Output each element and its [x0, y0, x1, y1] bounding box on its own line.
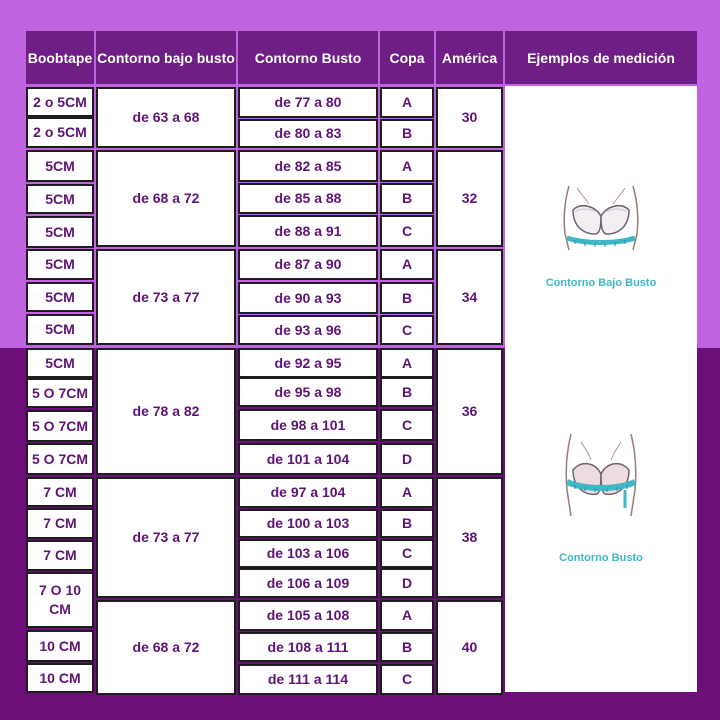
header-america: América — [436, 31, 503, 84]
america-cell: 40 — [436, 600, 503, 695]
copa-cell: C — [380, 539, 434, 568]
busto-cell: de 93 a 96 — [238, 315, 378, 345]
bajo-busto-cell: de 63 a 68 — [96, 87, 236, 148]
copa-cell: A — [380, 150, 434, 182]
america-cell: 32 — [436, 150, 503, 247]
underbust-illustration — [505, 182, 697, 258]
boobtape-cell: 2 o 5CM — [26, 87, 94, 117]
copa-cell: B — [380, 632, 434, 662]
boobtape-cell: 5 O 7CM — [26, 378, 94, 408]
busto-cell: de 90 a 93 — [238, 282, 378, 314]
copa-cell: A — [380, 87, 434, 118]
busto-cell: de 92 a 95 — [238, 348, 378, 378]
boobtape-cell: 5 O 7CM — [26, 443, 94, 475]
busto-cell: de 98 a 101 — [238, 409, 378, 441]
bajo-busto-cell: de 73 a 77 — [96, 477, 236, 598]
copa-cell: A — [380, 348, 434, 378]
boobtape-cell: 5 O 7CM — [26, 410, 94, 442]
boobtape-cell: 7 CM — [26, 508, 94, 539]
copa-cell: D — [380, 443, 434, 475]
busto-cell: de 100 a 103 — [238, 509, 378, 538]
busto-cell: de 105 a 108 — [238, 600, 378, 631]
copa-cell: B — [380, 119, 434, 148]
busto-cell: de 101 a 104 — [238, 443, 378, 475]
boobtape-cell: 5CM — [26, 249, 94, 280]
copa-cell: B — [380, 183, 434, 214]
bajo-busto-cell: de 68 a 72 — [96, 150, 236, 247]
bajo-busto-cell: de 73 a 77 — [96, 249, 236, 345]
header-boobtape: Boobtape — [26, 31, 94, 84]
boobtape-cell: 5CM — [26, 348, 94, 378]
measurement-examples-panel — [505, 86, 697, 692]
bust-diagram-icon — [555, 430, 647, 522]
copa-cell: C — [380, 315, 434, 345]
boobtape-cell: 5CM — [26, 150, 94, 182]
boobtape-cell: 5CM — [26, 216, 94, 248]
copa-cell: A — [380, 249, 434, 280]
header-contorno-busto: Contorno Busto — [238, 31, 378, 84]
busto-cell: de 77 a 80 — [238, 87, 378, 118]
america-cell: 36 — [436, 348, 503, 475]
bust-label: Contorno Busto — [559, 552, 643, 564]
copa-cell: B — [380, 509, 434, 538]
busto-cell: de 103 a 106 — [238, 539, 378, 568]
america-cell: 34 — [436, 249, 503, 345]
busto-cell: de 82 a 85 — [238, 150, 378, 182]
copa-cell: C — [380, 215, 434, 247]
busto-cell: de 88 a 91 — [238, 215, 378, 247]
boobtape-cell: 5CM — [26, 282, 94, 312]
copa-cell: A — [380, 600, 434, 631]
boobtape-cell: 5CM — [26, 314, 94, 345]
bajo-busto-cell: de 78 a 82 — [96, 348, 236, 475]
busto-cell: de 87 a 90 — [238, 249, 378, 280]
underbust-diagram-icon — [555, 182, 647, 258]
boobtape-cell: 7 CM — [26, 477, 94, 507]
busto-cell: de 108 a 111 — [238, 632, 378, 662]
bust-illustration — [505, 430, 697, 522]
boobtape-cell: 7 CM — [26, 540, 94, 571]
busto-cell: de 85 a 88 — [238, 183, 378, 214]
boobtape-cell: 10 CM — [26, 663, 94, 693]
copa-cell: D — [380, 568, 434, 598]
copa-cell: C — [380, 664, 434, 695]
busto-cell: de 106 a 109 — [238, 568, 378, 598]
busto-cell: de 97 a 104 — [238, 477, 378, 508]
boobtape-cell: 2 o 5CM — [26, 117, 94, 148]
copa-cell: B — [380, 282, 434, 314]
boobtape-cell: 7 O 10 CM — [26, 572, 94, 628]
boobtape-cell: 5CM — [26, 184, 94, 214]
copa-cell: C — [380, 409, 434, 441]
america-cell: 30 — [436, 87, 503, 148]
busto-cell: de 95 a 98 — [238, 377, 378, 407]
boobtape-cell: 10 CM — [26, 630, 94, 662]
america-cell: 38 — [436, 477, 503, 598]
header-ejemplos-medicion: Ejemplos de medición — [505, 31, 697, 84]
copa-cell: A — [380, 477, 434, 508]
busto-cell: de 111 a 114 — [238, 664, 378, 695]
header-contorno-bajo-busto: Contorno bajo busto — [96, 31, 236, 84]
copa-cell: B — [380, 377, 434, 407]
bajo-busto-cell: de 68 a 72 — [96, 600, 236, 695]
busto-cell: de 80 a 83 — [238, 119, 378, 148]
header-copa: Copa — [380, 31, 434, 84]
underbust-label: Contorno Bajo Busto — [545, 277, 657, 289]
